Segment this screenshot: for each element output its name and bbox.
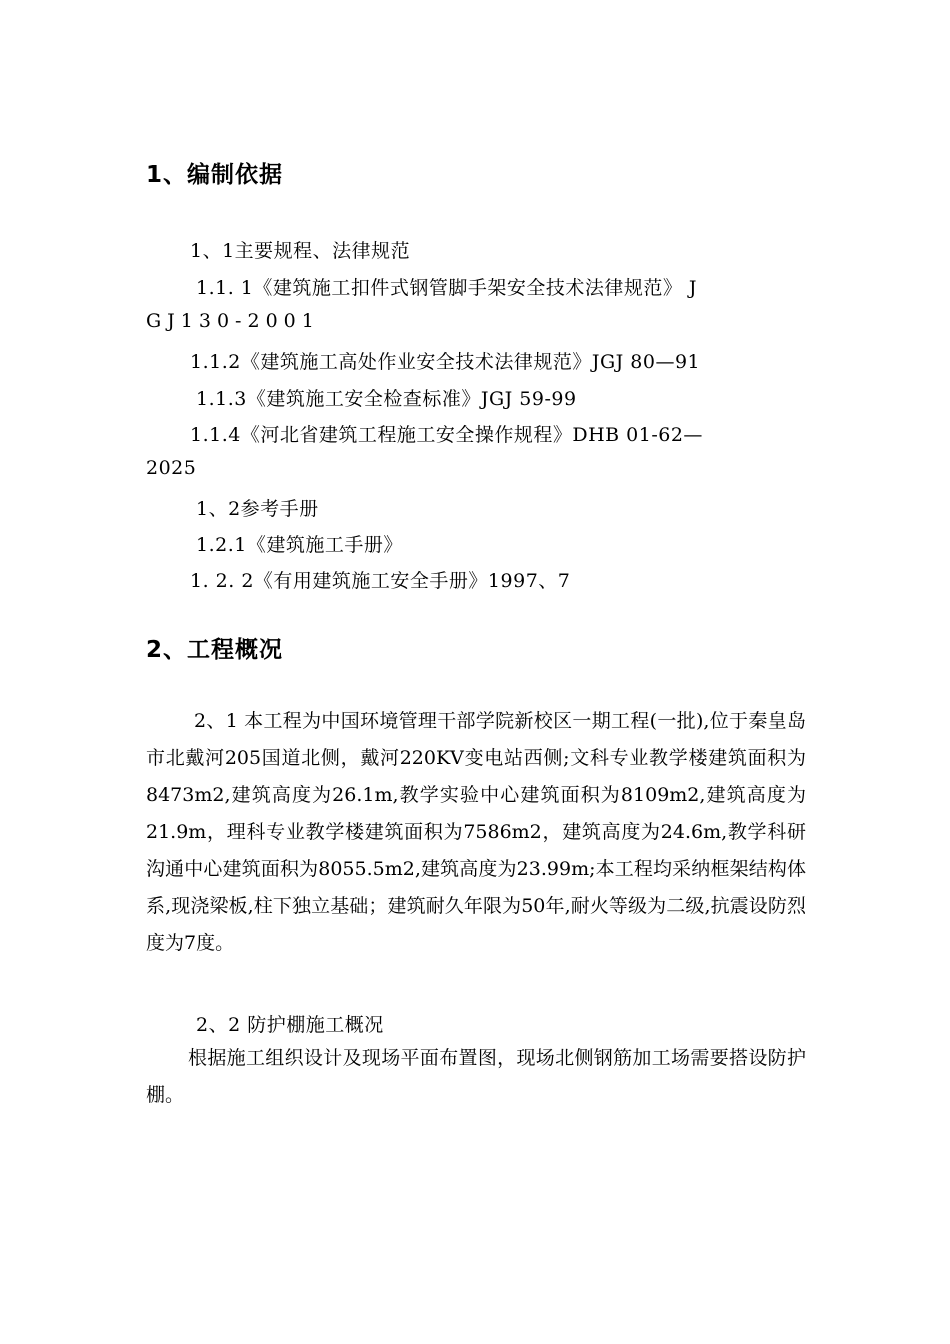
item-1-1-4-line1: 1.1.4《河北省建筑工程施工安全操作规程》DHB 01-62— <box>190 424 703 446</box>
item-1-1-4-line2: 2025 <box>146 457 197 479</box>
item-1-2-2: 1. 2. 2《有用建筑施工安全手册》1997、7 <box>190 570 571 592</box>
item-1-2-1: 1.2.1《建筑施工手册》 <box>196 534 403 556</box>
subsection-1-1-title: 1、1主要规程、法律规范 <box>190 240 411 262</box>
paragraph-2-2: 根据施工组织设计及现场平面布置图，现场北侧钢筋加工场需要搭设防护棚。 <box>146 1047 806 1106</box>
item-1-1-3: 1.1.3《建筑施工安全检查标准》JGJ 59-99 <box>196 388 577 410</box>
item-1-1-2: 1.1.2《建筑施工高处作业安全技术法律规范》JGJ 80—91 <box>190 351 701 373</box>
paragraph-2-1: 2、1 本工程为中国环境管理干部学院新校区一期工程(一批),位于秦皇岛市北戴河205国道北侧，戴河220KV变电站西侧;文科专业教学楼建筑面积为8473m2,建筑高度为26.1m,教学实验中心建筑面积为8109m2,建筑高度为21.9m，理科专业教学楼建筑面积为7586m2，建筑高度为24.6m,教学科研沟通中心建筑面积为8055.5m2,建筑高度为23.99m;本工程均采纳框架结构体系,现浇梁板,柱下独立基础；建筑耐久年限为50年,耐火等级为二级,抗震设防烈度为7度。 <box>146 710 806 954</box>
item-1-1-1-line2: GJ130-2001 <box>146 310 320 332</box>
section-1-heading: 1、编制依据 <box>146 162 284 188</box>
subsection-2-2-title: 2、2 防护棚施工概况 <box>196 1014 384 1036</box>
subsection-1-2-title: 1、2参考手册 <box>196 498 319 520</box>
item-1-1-1-line1: 1.1. 1《建筑施工扣件式钢管脚手架安全技术法律规范》 J <box>196 277 698 299</box>
section-2-heading: 2、工程概况 <box>146 637 284 663</box>
